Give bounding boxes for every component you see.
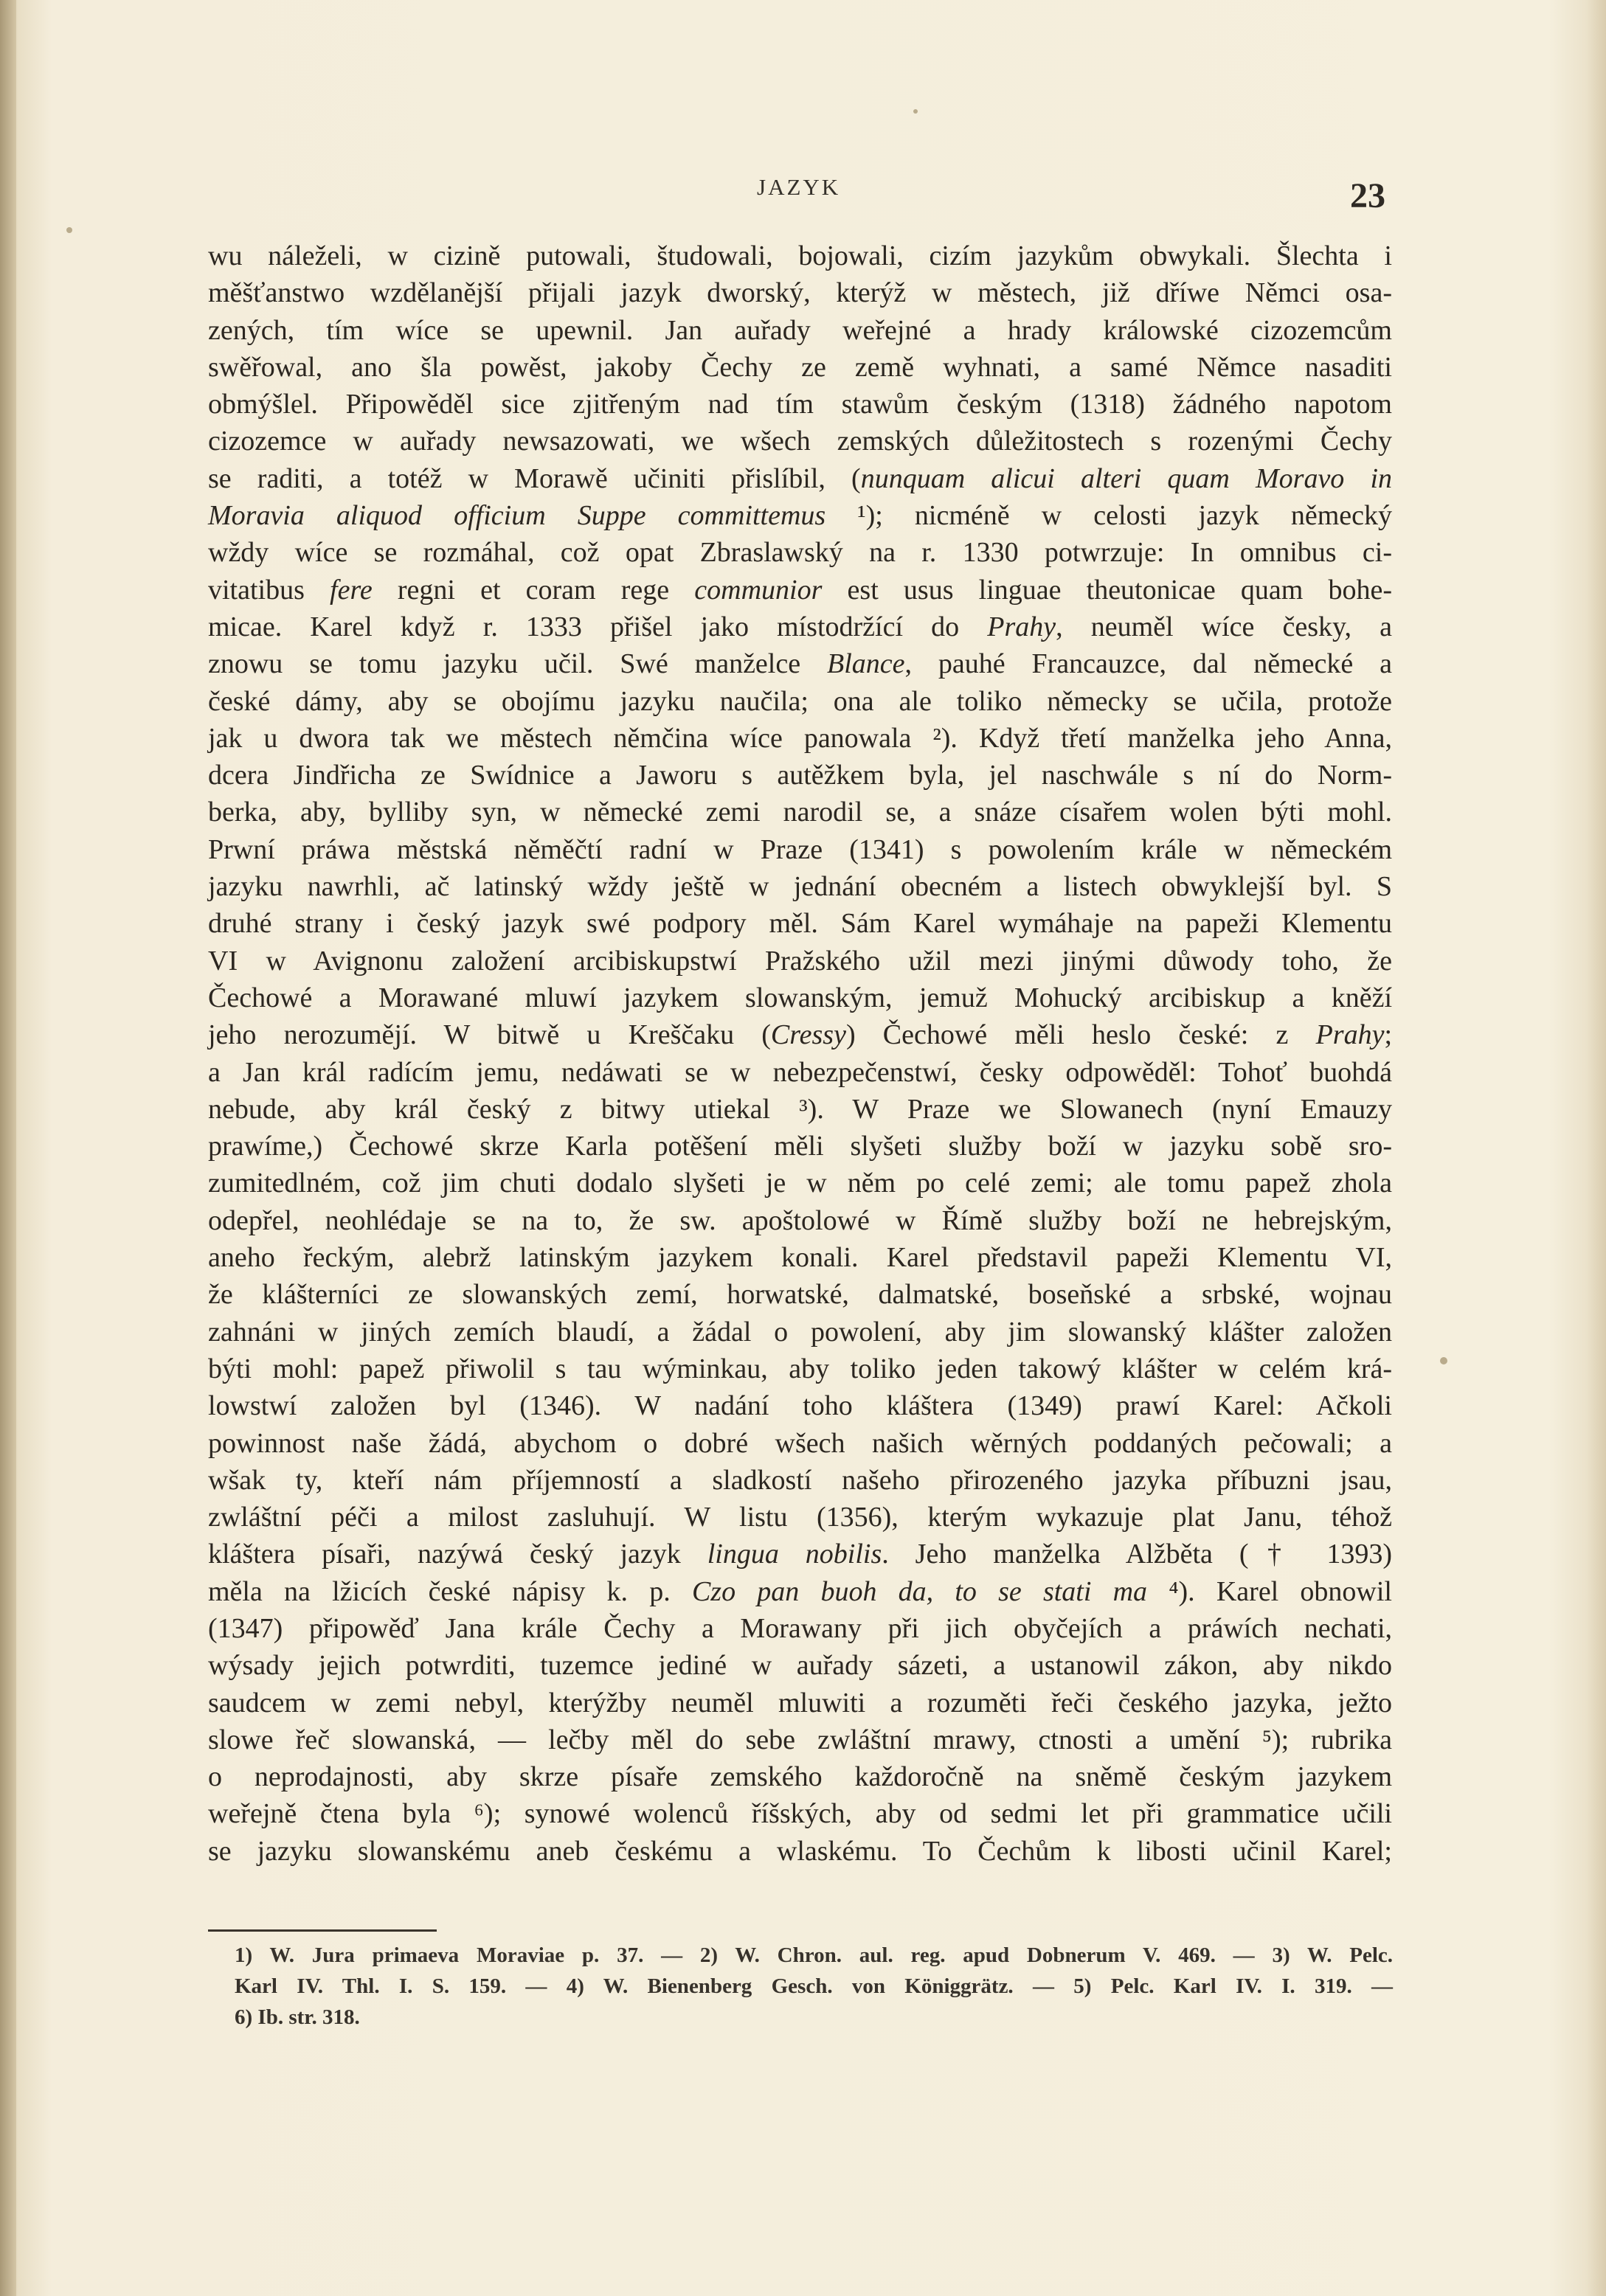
text-line: Moravia aliquod officium Suppe committemus ¹); nicméně w celosti jazyk německý bbox=[208, 500, 1392, 532]
text-line: zahnáni w jiných zemích blaudí, a žádal o powolení, aby jim slowanský klášter založen bbox=[208, 1316, 1392, 1348]
text-line: kláštera písaři, nazýwá český jazyk lingua nobilis. Jeho manželka Alžběta († 1393) bbox=[208, 1539, 1393, 1570]
text-line: nebude, aby král český z bitwy utiekal ³). W Praze we Slowanech (nyní Emauzy bbox=[208, 1093, 1392, 1125]
text-line: Prwní práwa městská něměčtí radní w Praze (1341) s powolením krále w německém bbox=[208, 833, 1392, 865]
text-line: micae. Karel když r. 1333 přišel jako místodržící do Prahy, neuměl wíce česky, a bbox=[208, 611, 1393, 642]
footnote-line: 1) W. Jura primaeva Moraviae p. 37. — 2) W. Chron. aul. reg. apud Dobnerum V. 469. — 3) W. Pelc. bbox=[235, 1943, 1393, 1967]
text-line: dcera Jindřicha ze Swídnice a Jaworu s autěžkem byla, jel naschwále s ní do Norm- bbox=[208, 760, 1392, 791]
text-line: a Jan král radícím jemu, nedáwati se w nebezpečenstwí, česky odpowěděl: Tohoť buohdá bbox=[208, 1056, 1392, 1088]
footnote-line: 6) Ib. str. 318. bbox=[235, 2005, 360, 2029]
text-line: měšťanstwo wzdělanější přijali jazyk dworský, kterýž w městech, již dříwe Němci osa- bbox=[208, 277, 1392, 309]
text-line: jeho nerozumějí. W bitwě u Kreščaku (Cressy) Čechowé měli heslo české: z Prahy; bbox=[208, 1019, 1392, 1051]
text-line: (1347) připowěď Jana krále Čechy a Morawany při jich obyčejích a práwích nechati, bbox=[208, 1612, 1392, 1644]
text-line: aneho řeckým, alebrž latinským jazykem konali. Karel představil papeži Klementu VI, bbox=[208, 1242, 1392, 1274]
text-line: wždy wíce se rozmáhal, což opat Zbraslawský na r. 1330 potwrzuje: In omnibus ci- bbox=[208, 537, 1392, 569]
text-line: jak u dwora tak we městech němčina wíce panowala ²). Když třetí manželka jeho Anna, bbox=[208, 722, 1392, 754]
main-text bbox=[208, 237, 1392, 1870]
text-line: prawíme,) Čechowé skrze Karla potěšení měli slyšeti služby boží w jazyku sobě sro- bbox=[208, 1131, 1392, 1162]
footnote-line: Karl IV. Thl. I. S. 159. — 4) W. Bienenberg Gesch. von Königgrätz. — 5) Pelc. Karl IV. I. 319. — bbox=[235, 1974, 1393, 1998]
text-line: zumitedlném, což jim chuti dodalo slyšeti je w něm po celé zemi; ale tomu papež zhola bbox=[208, 1168, 1392, 1199]
text-line: že klášterníci ze slowanských zemí, horwatské, dalmatské, boseňské a srbské, wojnau bbox=[208, 1279, 1392, 1311]
text-line: býti mohl: papež přiwolil s tau wýminkau, aby toliko jeden takowý klášter w celém krá- bbox=[208, 1353, 1392, 1384]
text-line: znowu se tomu jazyku učil. Swé manželce Blance, pauhé Francauzce, dal německé a bbox=[208, 648, 1392, 680]
page-header bbox=[0, 174, 1606, 218]
paper-speck bbox=[1440, 1357, 1447, 1364]
page-number: 23 bbox=[1350, 176, 1385, 215]
text-line: cizozemce w auřady newsazowati, we wšech zemských důležitostech s rozenými Čechy bbox=[208, 426, 1392, 457]
text-line: druhé strany i český jazyk swé podpory měl. Sám Karel wymáhaje na papeži Klementu bbox=[208, 908, 1392, 940]
paper-speck bbox=[913, 109, 918, 114]
page-binding-edge bbox=[0, 0, 16, 2296]
paper-speck bbox=[66, 227, 72, 233]
text-line: vitatibus fere regni et coram rege communior est usus linguae theutonicae quam bohe- bbox=[208, 574, 1393, 606]
text-line: zwláštní péči a milost zasluhují. W listu (1356), kterým wykazuje plat Janu, téhož bbox=[208, 1502, 1392, 1533]
text-line: měla na lžicích české nápisy k. p. Czo pan buoh da, to se stati ma ⁴). Karel obnowil bbox=[208, 1575, 1392, 1607]
footnotes bbox=[235, 1940, 1393, 2033]
text-line: české dámy, aby se obojímu jazyku naučila; ona ale toliko německy se učila, protože bbox=[208, 685, 1392, 717]
text-line: berka, aby, bylliby syn, w německé zemi narodil se, a snáze císařem wolen býti mohl. bbox=[208, 797, 1392, 828]
text-line: swěřowal, ano šla powěst, jakoby Čechy ze země wyhnati, a samé Němce nasaditi bbox=[208, 351, 1392, 383]
footnote-separator bbox=[208, 1929, 437, 1932]
text-line: Čechowé a Morawané mluwí jazykem slowanským, jemuž Mohucký arcibiskup a kněží bbox=[208, 982, 1392, 1013]
text-line: saudcem w zemi nebyl, kterýžby neuměl mluwiti a rozuměti řeči českého jazyka, ježto bbox=[208, 1687, 1392, 1718]
text-line: se jazyku slowanskému aneb českému a wlaskému. To Čechům k libosti učinil Karel; bbox=[208, 1835, 1392, 1867]
text-line: obmýšlel. Připowěděl sice zjitřeným nad tím stawům českým (1318) žádného napotom bbox=[208, 389, 1392, 420]
text-line: o neprodajnosti, aby skrze písaře zemského každoročně na sněmě českým jazykem bbox=[208, 1761, 1392, 1793]
text-line: VI w Avignonu založení arcibiskupstwí Pražského užil mezi jinými důwody toho, že bbox=[208, 945, 1392, 977]
text-line: wu náleželi, w cizině putowali, študowali, bojowali, cizím jazykům obwykali. Šlechta i bbox=[208, 240, 1392, 271]
text-line: zených, tím wíce se upewnil. Jan auřady weřejné a hrady králowské cizozemcům bbox=[208, 314, 1392, 346]
text-line: jazyku nawrhli, ač latinský wždy ještě w jednání obecném a listech obwyklejší byl. S bbox=[208, 871, 1392, 903]
text-line: weřejně čtena byla ⁶); synowé wolenců říšských, aby od sedmi let při grammatice učili bbox=[208, 1798, 1392, 1830]
text-line: slowe řeč slowanská, — lečby měl do sebe zwláštní mrawy, ctnosti a umění ⁵); rubrika bbox=[208, 1724, 1392, 1755]
running-title: JAZYK bbox=[757, 174, 841, 200]
text-line: powinnost naše žádá, abychom o dobré wšech našich wěrných poddaných pečowali; a bbox=[208, 1427, 1392, 1459]
text-line: se raditi, a totéž w Morawě učiniti přislíbil, (nunquam alicui alteri quam Moravo in bbox=[208, 462, 1392, 494]
text-line: wšak ty, kteří nám příjemností a sladkostí našeho přirozeného jazyka příbuzni jsau, bbox=[208, 1464, 1392, 1496]
text-line: odepřel, neohlédaje se na to, že sw. apoštolowé w Římě služby boží ne hebrejským, bbox=[208, 1204, 1392, 1236]
text-line: wýsady jejich potwrditi, tuzemce jediné w auřady sázeti, a ustanowil zákon, aby nikdo bbox=[208, 1650, 1392, 1682]
text-line: lowstwí založen byl (1346). W nadání toho kláštera (1349) prawí Karel: Ačkoli bbox=[208, 1390, 1392, 1422]
